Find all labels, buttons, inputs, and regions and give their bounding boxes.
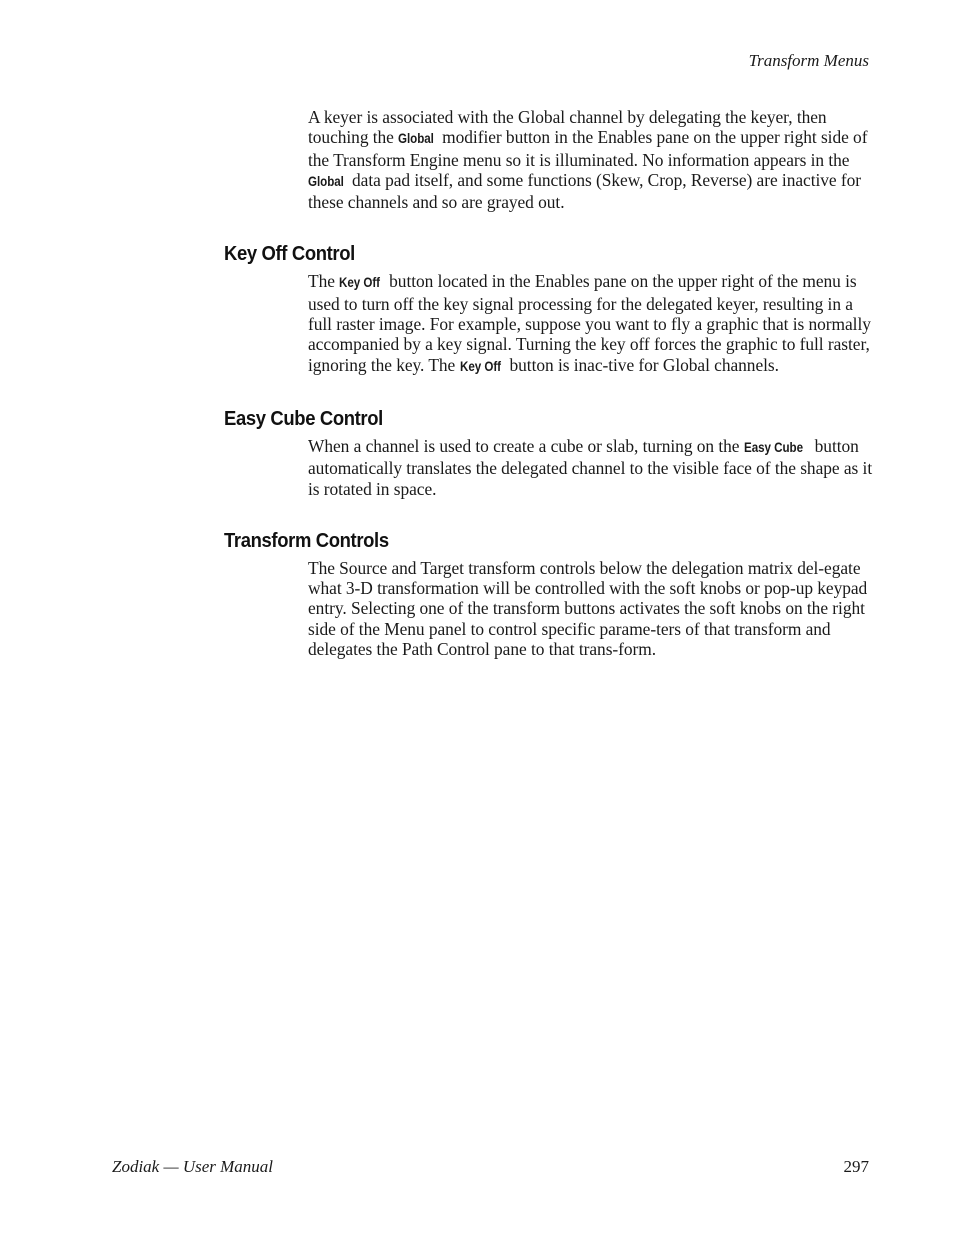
section-key-off-control <box>224 242 874 376</box>
running-footer <box>112 1157 869 1177</box>
page-number: 297 <box>843 1157 869 1176</box>
text-run: button is inac-tive for Global channels. <box>505 354 779 375</box>
section-transform-controls <box>224 529 874 659</box>
page-content <box>224 107 874 659</box>
text-run: A keyer is associated with the Global channel by delegating the keyer, then touching the <box>308 107 827 148</box>
text-run: The <box>308 271 340 292</box>
section-easy-cube-control <box>224 407 874 499</box>
section-heading: Transform Controls <box>224 528 389 552</box>
text-run: button located in the Enables pane on the upper right of the menu is used to turn off the key signal processing for the delegated keyer, resulting in a full raster image. For example, suppose you want to fly a graphic that is normally accompanied by a key signal. Turning the key off forces the graphic to full raster, ignoring the key. The <box>308 271 871 375</box>
text-run: The Source and Target transform controls below the delegation matrix del-egate what 3-D transformation will be controlled with the soft knobs or pop-up keypad entry. Selecting one of the transform buttons activates the soft knobs on the right side of the Menu panel to control specific parame-ters of that transform and delegates the Path Control pane to that trans-form. <box>308 557 868 660</box>
section-paragraph <box>308 271 874 376</box>
ui-label-global: Global <box>308 173 344 189</box>
text-run: modifier button in the Enables pane on the upper right side of the Transform Engine menu so it is illuminated. No information appears in the <box>308 127 868 170</box>
section-heading: Easy Cube Control <box>224 406 383 430</box>
ui-label-global: Global <box>398 131 435 147</box>
section-paragraph <box>308 558 874 659</box>
section-heading: Key Off Control <box>224 242 355 266</box>
ui-label-easy-cube: Easy Cube <box>743 439 803 455</box>
section-paragraph <box>308 436 874 499</box>
manual-title: Zodiak — User Manual <box>112 1157 274 1176</box>
ui-label-key-off: Key Off <box>459 358 501 374</box>
text-run: When a channel is used to create a cube or slab, turning on the <box>308 435 744 456</box>
text-run: button automatically translates the delegated channel to the visible face of the shape as it is rotated in space. <box>308 435 873 499</box>
ui-label-key-off: Key Off <box>339 275 381 291</box>
text-run: data pad itself, and some functions (Skew, Crop, Reverse) are inactive for these channels and so are grayed out. <box>308 169 861 213</box>
intro-paragraph <box>308 107 874 212</box>
running-header: Transform Menus <box>748 51 869 70</box>
